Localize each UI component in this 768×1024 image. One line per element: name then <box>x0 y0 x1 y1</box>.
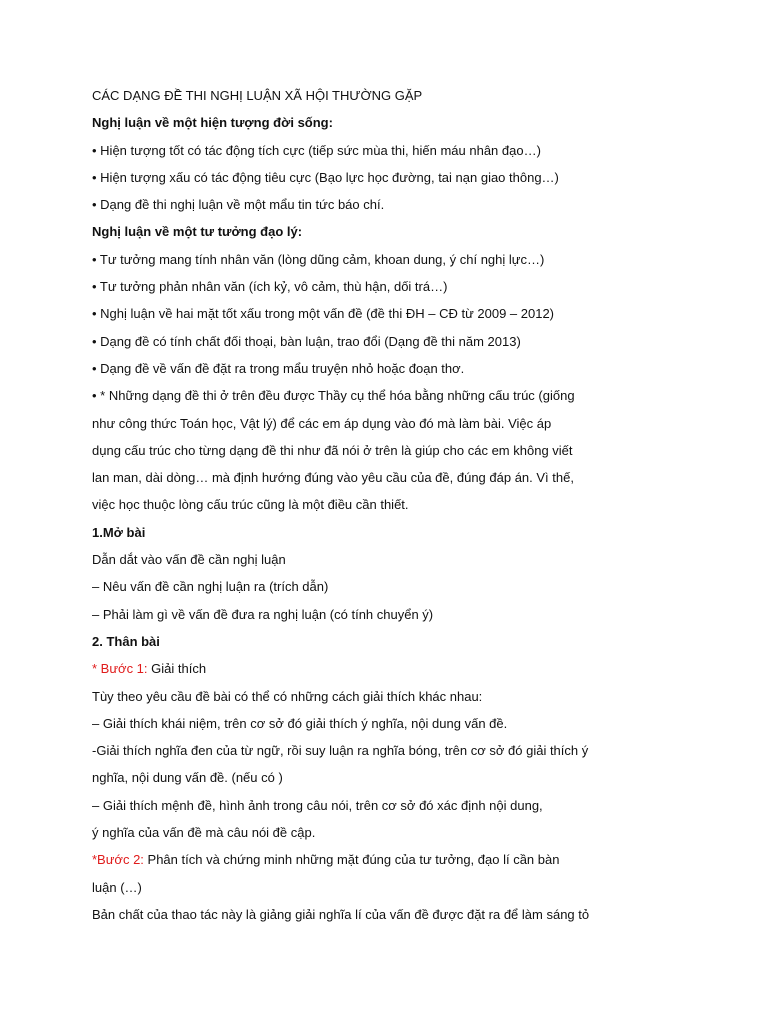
heading-than-bai: 2. Thân bài <box>92 633 160 649</box>
bullet-item: • Nghị luận về hai mặt tốt xấu trong một vấn đề (đề thi ĐH – CĐ từ 2009 – 2012) <box>92 306 555 322</box>
bullet-item: • Hiện tượng xấu có tác động tiêu cực (Bạo lực học đường, tai nạn giao thông…) <box>92 169 559 185</box>
mo-bai-line: Dẫn dắt vào vấn đề cần nghị luận <box>92 552 286 568</box>
step1-explanation-line: – Giải thích khái niệm, trên cơ sở đó giải thích ý nghĩa, nội dung vấn đề. <box>92 715 508 731</box>
bullet-item: • Tư tưởng phản nhân văn (ích kỷ, vô cảm, thù hận, dối trá…) <box>92 279 448 295</box>
step1-explanation-line: ý nghĩa của vấn đề mà câu nói đề cập. <box>92 825 316 841</box>
step1-explanation-line: nghĩa, nội dung vấn đề. (nếu có ) <box>92 770 283 786</box>
mo-bai-line: – Nêu vấn đề cần nghị luận ra (trích dẫn) <box>92 579 329 595</box>
bullet-item: • Dạng đề về vấn đề đặt ra trong mẩu truyện nhỏ hoặc đoạn thơ. <box>92 360 465 376</box>
step2-line <box>92 850 692 877</box>
step2-label: *Bước 2: <box>92 852 144 868</box>
document-body <box>92 86 692 932</box>
section-heading-phenomenon: Nghị luận về một hiện tượng đời sống: <box>92 115 333 131</box>
bullet-item: • Dạng đề thi nghị luận về một mẩu tin tức báo chí. <box>92 197 385 213</box>
step2-explanation-line: luận (…) <box>92 879 142 895</box>
note-paragraph-line: lan man, dài dòng… mà định hướng đúng vào yêu cầu của đề, đúng đáp án. Vì thế, <box>92 470 574 486</box>
note-paragraph-line: việc học thuộc lòng cấu trúc cũng là một điều cần thiết. <box>92 497 409 513</box>
note-paragraph-line: dụng cấu trúc cho từng dạng đề thi như đã nói ở trên là giúp cho các em không viết <box>92 442 573 458</box>
mo-bai-line: – Phải làm gì về vấn đề đưa ra nghị luận (có tính chuyển ý) <box>92 606 434 622</box>
step2-text: Phân tích và chứng minh những mặt đúng của tư tưởng, đạo lí cần bàn <box>143 852 560 868</box>
step1-text: Giải thích <box>147 661 207 677</box>
step2-explanation-line: Bản chất của thao tác này là giảng giải nghĩa lí của vấn đề được đặt ra để làm sáng tỏ <box>92 906 590 922</box>
heading-mo-bai: 1.Mở bài <box>92 524 146 540</box>
document-title: CÁC DẠNG ĐỀ THI NGHỊ LUẬN XÃ HỘI THƯỜNG GẶP <box>92 88 423 103</box>
step1-explanation-line: – Giải thích mệnh đề, hình ảnh trong câu nói, trên cơ sở đó xác định nội dung, <box>92 797 543 813</box>
note-paragraph-line: • * Những dạng đề thi ở trên đều được Thầy cụ thể hóa bằng những cấu trúc (giống <box>92 388 575 404</box>
note-paragraph-line: như công thức Toán học, Vật lý) để các em áp dụng vào đó mà làm bài. Việc áp <box>92 415 552 431</box>
step1-label: * Bước 1: <box>92 661 148 677</box>
bullet-item: • Tư tưởng mang tính nhân văn (lòng dũng cảm, khoan dung, ý chí nghị lực…) <box>92 251 545 267</box>
step1-line <box>92 659 692 686</box>
bullet-item: • Dạng đề có tính chất đối thoại, bàn luận, trao đổi (Dạng đề thi năm 2013) <box>92 333 521 349</box>
bullet-item: • Hiện tượng tốt có tác động tích cực (tiếp sức mùa thi, hiến máu nhân đạo…) <box>92 142 541 158</box>
step1-explanation-line: Tùy theo yêu cầu đề bài có thể có những cách giải thích khác nhau: <box>92 688 483 704</box>
section-heading-ideology: Nghị luận về một tư tưởng đạo lý: <box>92 224 303 240</box>
step1-explanation-line: -Giải thích nghĩa đen của từ ngữ, rồi suy luận ra nghĩa bóng, trên cơ sở đó giải thích ý <box>92 743 589 759</box>
